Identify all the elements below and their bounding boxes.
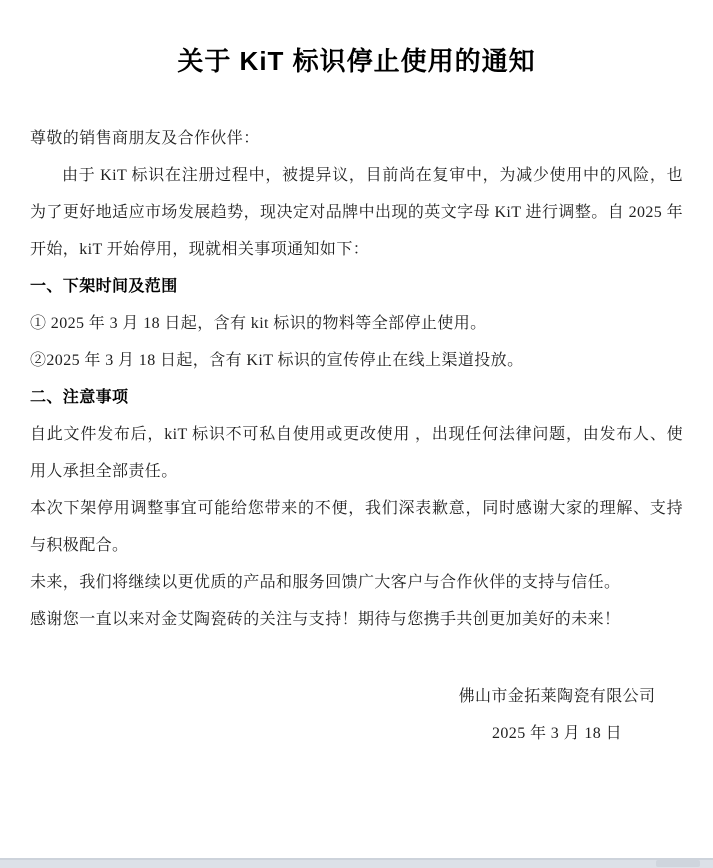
section1-heading: 一、下架时间及范围 [30,278,178,295]
taskbar-edge [0,858,713,868]
section2-para-4: 感谢您一直以来对金艾陶瓷砖的关注与支持！期待与您携手共创更加美好的未来！ [30,611,621,628]
document-title: 关于 KiT 标识停止使用的通知 [177,46,536,76]
taskbar-edge-highlight [656,860,700,867]
document-body [30,120,683,638]
section2-para-3: 未来，我们将继续以更优质的产品和服务回馈广大客户与合作伙伴的支持与信任。 [30,574,621,591]
section1-item-1: ① 2025 年 3 月 18 日起，含有 kit 标识的物料等全部停止使用。 [30,315,487,332]
intro-paragraph: 由于 KiT 标识在注册过程中，被提异议，目前尚在复审中，为减少使用中的风险，也为了更好地适应市场发展趋势，现决定对品牌中出现的英文字母 KiT 进行调整。自 2025 年开始，kiT 开始停用，现就相关事项通知如下： [30,167,683,258]
salutation: 尊敬的销售商朋友及合作伙伴： [30,130,260,147]
section1-item-2: ②2025 年 3 月 18 日起，含有 KiT 标识的宣传停止在线上渠道投放。 [30,352,524,369]
company-name: 佛山市金拓莱陶瓷有限公司 [458,688,656,705]
section2-heading: 二、注意事项 [30,389,129,406]
signature-date: 2025 年 3 月 18 日 [492,725,622,742]
section2-para-2: 本次下架停用调整事宜可能给您带来的不便，我们深表歉意，同时感谢大家的理解、支持与积极配合。 [30,500,683,554]
section2-para-1: 自此文件发布后，kiT 标识不可私自使用或更改使用 ，出现任何法律问题，由发布人、使用人承担全部责任。 [30,426,683,480]
signature-block [371,678,713,752]
notice-document [0,42,713,752]
